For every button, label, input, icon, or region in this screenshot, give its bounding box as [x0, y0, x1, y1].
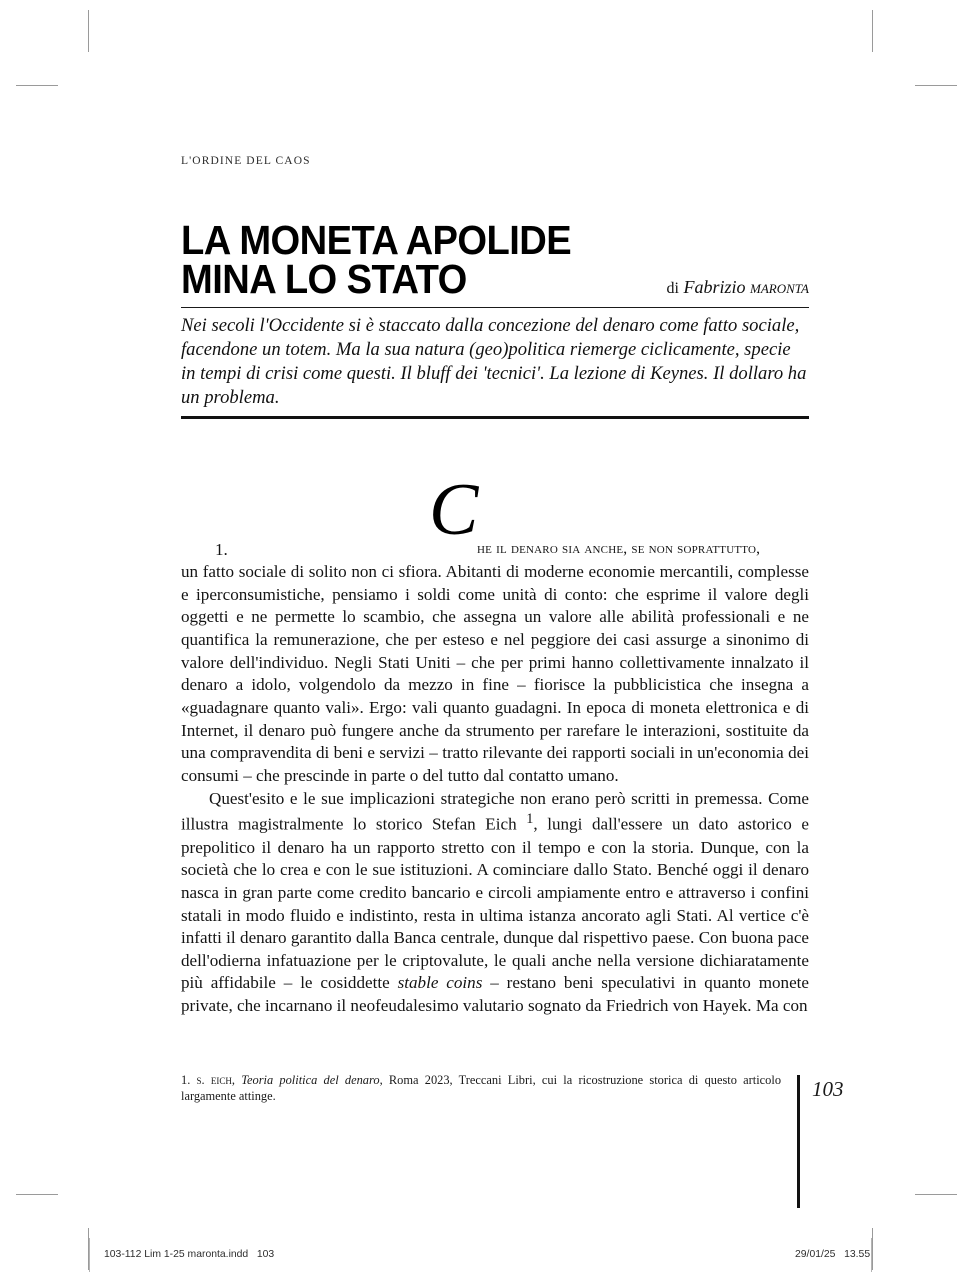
footnote-rest: , Roma 2023, Treccani Libri, cui la ricostruzione storica di questo articolo largamente attinge.: [181, 1073, 782, 1103]
paragraph-2-text-a: Quest'esito e le sue implicazioni strategiche non erano però scritti in premessa. Come illustra magistralmente lo storico Stefan Eich: [181, 788, 809, 834]
article-content: [181, 155, 809, 1018]
paragraph-2-italic-term: stable coins: [397, 973, 483, 993]
byline-row: [181, 272, 809, 298]
section-kicker: L'ORDINE DEL CAOS: [181, 155, 311, 167]
footnote-author: s. eich: [196, 1073, 232, 1087]
footnote-marker: 1.: [181, 1073, 191, 1087]
paragraph-2-text-c: – restano beni speculativi in quanto monete private, che incarnano il neofeudalesimo valutario sognato da Friedrich von Hayek. Ma con: [181, 973, 810, 1016]
crop-mark-top-left-vertical: [88, 10, 89, 52]
byline-last-name: maronta: [750, 276, 809, 297]
footnote-title: Teoria politica del denaro: [241, 1073, 380, 1087]
footnote-reference: 1: [526, 811, 534, 828]
byline-preposition: di: [666, 279, 679, 297]
page-title: LA MONETA APOLIDE MINA LO STATO: [181, 216, 572, 303]
production-timestamp: 29/01/25 13.55: [795, 1249, 871, 1260]
abstract-rule-bottom: [181, 416, 809, 419]
folio-rule: [797, 1075, 800, 1208]
opening-block: [181, 469, 809, 561]
crop-mark-bottom-left-horizontal: [16, 1194, 58, 1195]
small-caps-lead: he il denaro sia anche, se non soprattutto,: [477, 540, 761, 558]
footnote: 1. s. eich, Teoria politica del denaro, Roma 2023, Treccani Libri, cui la ricostruzione storica di questo articolo largamente attinge.: [181, 1073, 782, 1103]
crop-mark-top-right-horizontal: [915, 85, 957, 86]
paragraph-2: [181, 788, 809, 1018]
article-body: [181, 469, 810, 1018]
production-file-info: 103-112 Lim 1-25 maronta.indd 103: [104, 1249, 275, 1260]
paragraph-2-text-b: , lungi dall'essere un dato astorico e prepolitico il denaro ha un rapporto stretto con il tempo e con la storia. Dunque, con la società che lo crea e con le sue istituzioni. A cominciare dallo Stato. Benché oggi il denaro nasca in gran parte come credito bancario e circoli ampiamente entro e attraverso i confini statali in modo fluido e indistinto, resta in ultima istanza ancorato agli Stati. Al vertice c'è infatti il denaro garantito dalla Banca centrale, dunque dal rispettivo paese. Con buona pace dell'odierna infatuazione per le criptovalute, le quali anche nella versione dichiaratamente più affidabile – le cosiddette: [181, 814, 809, 993]
article-abstract: Nei secoli l'Occidente si è staccato dalla concezione del denaro come fatto sociale, facendone un totem. Ma la sua natura (geo)politica riemerge ciclicamente, specie in tempi di crisi come questi. Il bluff dei 'tecnici'. La lezione di Keynes. Il dollaro ha un problema.: [181, 314, 807, 409]
byline: [667, 277, 809, 298]
crop-mark-bottom-right-horizontal: [915, 1194, 957, 1195]
abstract-rule-top: [181, 307, 809, 308]
production-rule-right: [871, 1238, 872, 1272]
production-rule-left: [89, 1238, 90, 1272]
byline-first-name: Fabrizio: [683, 276, 746, 297]
paragraph-1-text: un fatto sociale di solito non ci sfiora. Abitanti di moderne economie mercantili, complesse e iperconsumistiche, pensiamo i soldi come unità di conto: che esprime il valore degli oggetti e ne permette lo scambio, che assegna un valore alle abilità professionali e ne quantifica la remunerazione, che per esteso e nel peggiore dei casi assurge a sinonimo di valore dell'individuo. Negli Stati Uniti – che per primi hanno collettivamente innalzato il denaro a idolo, volgendolo da mezzo in fine – fiorisce la pubblicistica che insegna a «guadagnare quanto vali». Ergo: vali quanto guadagni. In epoca di moneta elettronica e di Internet, il denaro può fungere anche da strumento per rarefare le interazioni, sostituite da una compravendita di beni e servizi – tratto rilevante dei rapporti sociali in un'economia dei consumi – che prescinde in parte o del tutto dal contatto umano.: [181, 562, 809, 785]
page-number: 103: [812, 1077, 844, 1101]
section-number: 1.: [215, 540, 228, 560]
crop-mark-top-left-horizontal: [16, 85, 58, 86]
crop-mark-bottom-right-vertical: [872, 1228, 873, 1270]
drop-cap: C: [429, 469, 479, 552]
paragraph-1: [181, 561, 809, 787]
crop-mark-top-right-vertical: [872, 10, 873, 52]
